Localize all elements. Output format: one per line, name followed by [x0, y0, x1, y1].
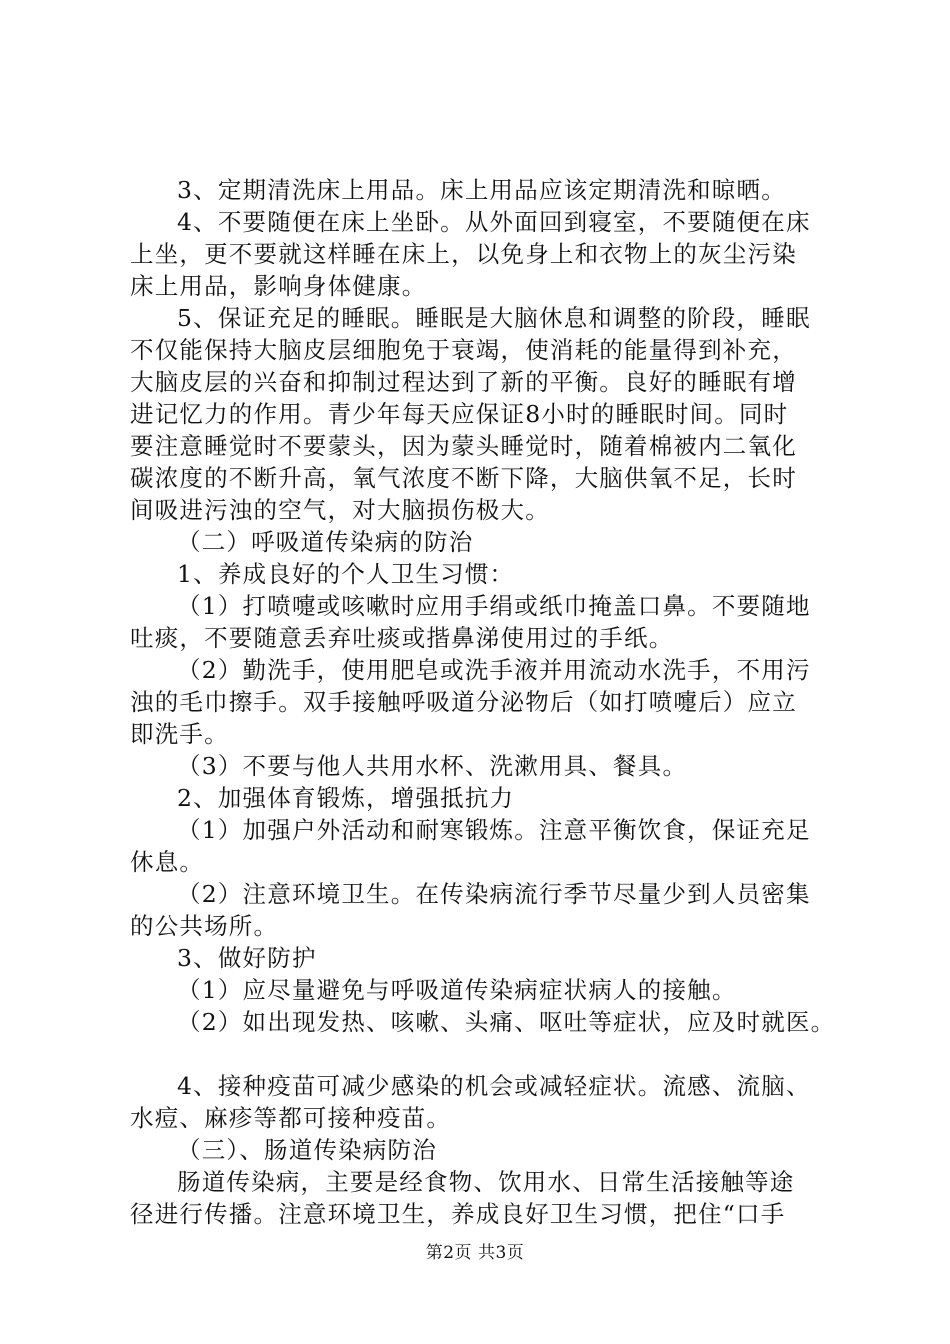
text-line: 的公共场所。: [130, 912, 279, 940]
section-heading: （二）呼吸道传染病的防治: [177, 528, 474, 556]
text-line: 1、养成良好的个人卫生习惯：: [177, 560, 515, 588]
text-line: 5、保证充足的睡眠。睡眠是大脑休息和调整的阶段，睡眠: [177, 304, 811, 332]
text-line: 3、做好防护: [177, 944, 317, 972]
text-line: 浊的毛巾擦手。双手接触呼吸道分泌物后（如打喷嚏后）应立: [130, 688, 797, 716]
text-line: 水痘、麻疹等都可接种疫苗。: [130, 1104, 452, 1132]
text-line: 吐痰，不要随意丢弃吐痰或揩鼻涕使用过的手纸。: [130, 624, 674, 652]
text-line: 3、定期清洗床上用品。床上用品应该定期清洗和晾晒。: [177, 176, 786, 204]
text-line: 休息。: [130, 848, 205, 876]
text-line: （3）不要与他人共用水杯、洗漱用具、餐具。: [177, 752, 688, 780]
text-line: （2）注意环境卫生。在传染病流行季节尽量少到人员密集: [177, 880, 811, 908]
text-line: （1）打喷嚏或咳嗽时应用手绢或纸巾掩盖口鼻。不要随地: [177, 592, 811, 620]
page-footer: 第2页 共3页: [425, 1243, 525, 1263]
text-line: （1）加强户外活动和耐寒锻炼。注意平衡饮食，保证充足: [177, 816, 811, 844]
text-line: 上坐，更不要就这样睡在床上，以免身上和衣物上的灰尘污染: [130, 240, 797, 268]
text-line: 4、接种疫苗可减少感染的机会或减轻症状。流感、流脑、: [177, 1072, 811, 1100]
text-line: 不仅能保持大脑皮层细胞免于衰竭，使消耗的能量得到补充，: [130, 336, 797, 364]
text-line: 2、加强体育锻炼，增强抵抗力: [177, 784, 515, 812]
text-line: 碳浓度的不断升高，氧气浓度不断下降，大脑供氧不足，长时: [130, 464, 797, 492]
text-line: 大脑皮层的兴奋和抑制过程达到了新的平衡。良好的睡眠有增: [130, 368, 797, 396]
text-line: 4、不要随便在床上坐卧。从外面回到寝室，不要随便在床: [177, 208, 811, 236]
text-line: （2）如出现发热、咳嗽、头痛、呕吐等症状，应及时就医。: [177, 1008, 836, 1036]
text-line: 进记忆力的作用。青少年每天应保证8小时的睡眠时间。同时: [130, 400, 789, 428]
text-line: 要注意睡觉时不要蒙头，因为蒙头睡觉时，随着棉被内二氧化: [130, 432, 797, 460]
text-line: 间吸进污浊的空气，对大脑损伤极大。: [130, 496, 550, 524]
text-line: 肠道传染病，主要是经食物、饮用水、日常生活接触等途: [177, 1168, 795, 1196]
section-heading: （三）、肠道传染病防治: [177, 1136, 437, 1164]
text-line: 径进行传播。注意环境卫生，养成良好卫生习惯，把住“口手: [130, 1200, 786, 1228]
text-line: 即洗手。: [130, 720, 229, 748]
text-line: 床上用品，影响身体健康。: [130, 272, 427, 300]
text-line: （1）应尽量避免与呼吸道传染病症状病人的接触。: [177, 976, 737, 1004]
text-line: （2）勤洗手，使用肥皂或洗手液并用流动水洗手，不用污: [177, 656, 811, 684]
